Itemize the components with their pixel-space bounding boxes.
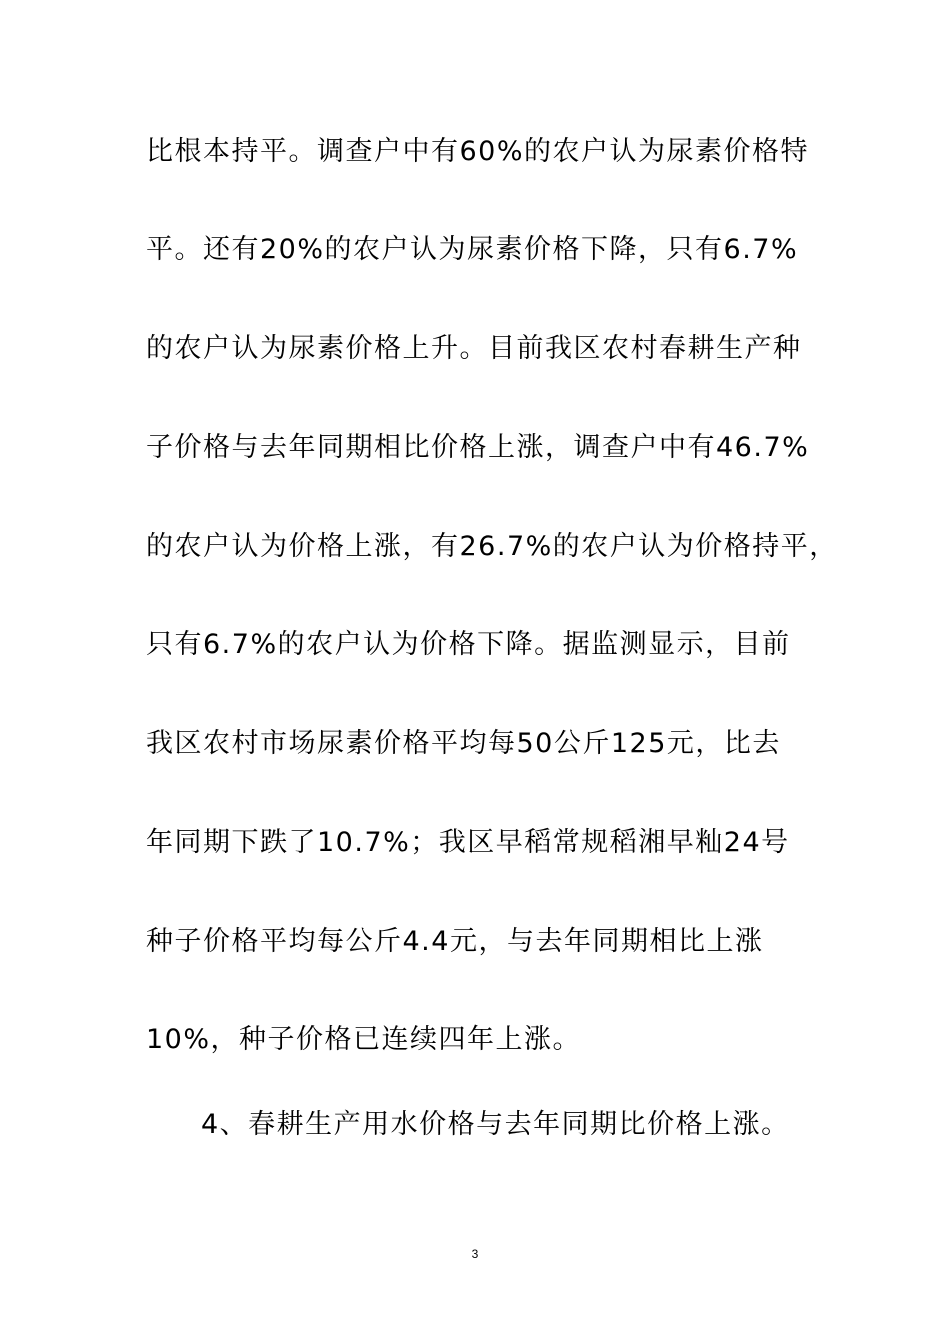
paragraph-line: 我区农村市场尿素价格平均每50公斤125元，比去 xyxy=(146,728,781,759)
paragraph-line: 年同期下跌了10.7%；我区早稻常规稻湘早籼24号 xyxy=(146,827,790,858)
section-heading: 4、春耕生产用水价格与去年同期比价格上涨。 xyxy=(201,1109,790,1140)
page-number: 3 xyxy=(471,1247,479,1261)
paragraph-line: 比根本持平。调查户中有60%的农户认为尿素价格特 xyxy=(146,136,810,167)
paragraph-line: 平。还有20%的农户认为尿素价格下降，只有6.7% xyxy=(146,234,799,265)
paragraph-line: 只有6.7%的农户认为价格下降。据监测显示，目前 xyxy=(146,629,791,660)
paragraph-line: 子价格与去年同期相比价格上涨，调查户中有46.7% xyxy=(146,432,810,463)
paragraph-line: 10%，种子价格已连续四年上涨。 xyxy=(146,1024,582,1055)
paragraph-line: 种子价格平均每公斤4.4元，与去年同期相比上涨 xyxy=(146,926,764,957)
paragraph-line: 的农户认为价格上涨，有26.7%的农户认为价格持平， xyxy=(146,531,838,562)
paragraph-line: 的农户认为尿素价格上升。目前我区农村春耕生产种 xyxy=(146,333,802,364)
